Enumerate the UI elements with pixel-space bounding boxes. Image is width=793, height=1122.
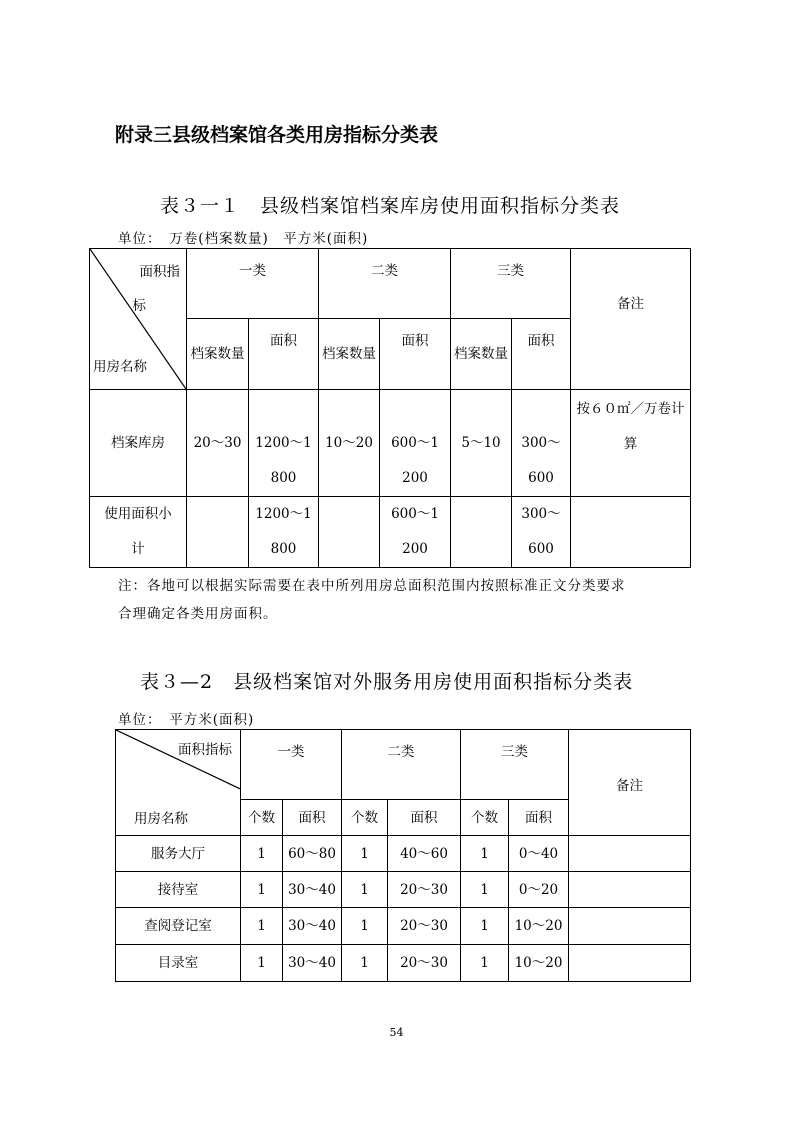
table2-caption: 表３—2 县级档案馆对外服务用房使用面积指标分类表 (140, 671, 634, 693)
table2-row2-cell: 30～40 (283, 872, 342, 908)
table2-row4-remark (569, 945, 691, 982)
table2-row3-cell: 20～30 (388, 908, 461, 945)
table2-subheader-area-3: 面积 (509, 800, 569, 836)
table1-row2-cell: 300～600 (512, 497, 571, 568)
table1-caption: 表３一１ 县级档案馆档案库房使用面积指标分类表 (160, 195, 621, 217)
table2-row1-remark (569, 836, 691, 872)
table1-row1-cell: 1200～1800 (249, 390, 319, 497)
table2-row4-cell: 1 (461, 945, 509, 982)
table2-subheader-area-2: 面积 (388, 800, 461, 836)
table1-row1-remark: 按６０㎡／万卷计算 (571, 390, 691, 497)
table1-note-line1: 注：各地可以根据实际需要在表中所列用房总面积范围内按照标准正文分类要求 (118, 578, 626, 594)
table1-unit: 单位： 万卷(档案数量) 平方米(面积) (118, 231, 369, 247)
table1-row1-cell: 5～10 (451, 390, 512, 497)
table-row (116, 945, 691, 982)
table1-row1-name: 档案库房 (90, 390, 187, 497)
table2-corner-bottom: 用房名称 (134, 811, 188, 827)
table2-corner-top: 面积指标 (178, 742, 232, 758)
table-row (116, 872, 691, 908)
table1-row1-cell: 10～20 (319, 390, 380, 497)
table2-category-2: 二类 (342, 730, 461, 800)
table1-subheader-area-3: 面积 (512, 319, 571, 390)
table2-row2-cell: 1 (342, 872, 388, 908)
table2-row4-name: 目录室 (116, 945, 241, 982)
table2-category-3: 三类 (461, 730, 569, 800)
table1-corner-bottom: 用房名称 (93, 359, 147, 375)
table1-row2-name: 使用面积小计 (90, 497, 187, 568)
table-row (116, 836, 691, 872)
table2-remark-header: 备注 (569, 730, 691, 836)
table1-row1-cell: 600～1200 (380, 390, 451, 497)
table1-category-1: 一类 (187, 249, 319, 319)
table2-subheader-count-2: 个数 (342, 800, 388, 836)
table2-row2-remark (569, 872, 691, 908)
table2-row1-name: 服务大厅 (116, 836, 241, 872)
table2-row4-cell: 20～30 (388, 945, 461, 982)
table2-row3-remark (569, 908, 691, 945)
table1-corner-top-line2: 标 (132, 298, 146, 314)
table2-row4-cell: 30～40 (283, 945, 342, 982)
table1-subheader-count-1: 档案数量 (187, 319, 249, 390)
table2-row2-cell: 20～30 (388, 872, 461, 908)
table2-subheader-area-1: 面积 (283, 800, 342, 836)
table1-corner-cell (90, 249, 187, 390)
page-number: 54 (389, 1026, 404, 1039)
table1-note-line2: 合理确定各类用房面积。 (118, 606, 278, 622)
table2-row3-cell: 1 (342, 908, 388, 945)
table2-unit: 单位： 平方米(面积) (118, 712, 255, 728)
table-row (116, 908, 691, 945)
table2 (115, 729, 691, 982)
table1-corner-top (133, 255, 181, 323)
table2-row2-cell: 1 (461, 872, 509, 908)
table-row (90, 390, 691, 497)
table1-category-2: 二类 (319, 249, 451, 319)
table1-category-3: 三类 (451, 249, 571, 319)
appendix-title: 附录三县级档案馆各类用房指标分类表 (115, 124, 439, 146)
table1-row2-cell (451, 497, 512, 568)
table-row (90, 497, 691, 568)
table1-row1-cell: 20～30 (187, 390, 249, 497)
table2-row2-name: 接待室 (116, 872, 241, 908)
table2-row1-cell: 0～40 (509, 836, 569, 872)
table1-row2-remark (571, 497, 691, 568)
table1 (89, 248, 691, 568)
table1-subheader-count-3: 档案数量 (451, 319, 512, 390)
table2-row1-cell: 40～60 (388, 836, 461, 872)
table2-row3-cell: 1 (241, 908, 283, 945)
table2-corner-cell (116, 730, 241, 836)
table2-category-1: 一类 (241, 730, 342, 800)
table1-subheader-count-2: 档案数量 (319, 319, 380, 390)
table2-row1-cell: 1 (461, 836, 509, 872)
table2-row2-cell: 1 (241, 872, 283, 908)
table1-row2-cell (319, 497, 380, 568)
table2-row2-cell: 0～20 (509, 872, 569, 908)
table2-row3-cell: 10～20 (509, 908, 569, 945)
table2-row4-cell: 1 (342, 945, 388, 982)
table1-row1-cell: 300～600 (512, 390, 571, 497)
table1-row2-cell: 1200～1800 (249, 497, 319, 568)
table2-row1-cell: 60～80 (283, 836, 342, 872)
table2-row3-cell: 30～40 (283, 908, 342, 945)
table2-row3-name: 查阅登记室 (116, 908, 241, 945)
table1-row2-cell: 600～1200 (380, 497, 451, 568)
table2-row4-cell: 1 (241, 945, 283, 982)
table1-corner-top-line1: 面积指 (139, 264, 180, 280)
table1-subheader-area-2: 面积 (380, 319, 451, 390)
table2-subheader-count-1: 个数 (241, 800, 283, 836)
table1-subheader-area-1: 面积 (249, 319, 319, 390)
table2-row1-cell: 1 (241, 836, 283, 872)
table2-row1-cell: 1 (342, 836, 388, 872)
table1-row2-cell (187, 497, 249, 568)
table2-row4-cell: 10～20 (509, 945, 569, 982)
table2-row3-cell: 1 (461, 908, 509, 945)
table1-remark-header: 备注 (571, 249, 691, 390)
table2-subheader-count-3: 个数 (461, 800, 509, 836)
